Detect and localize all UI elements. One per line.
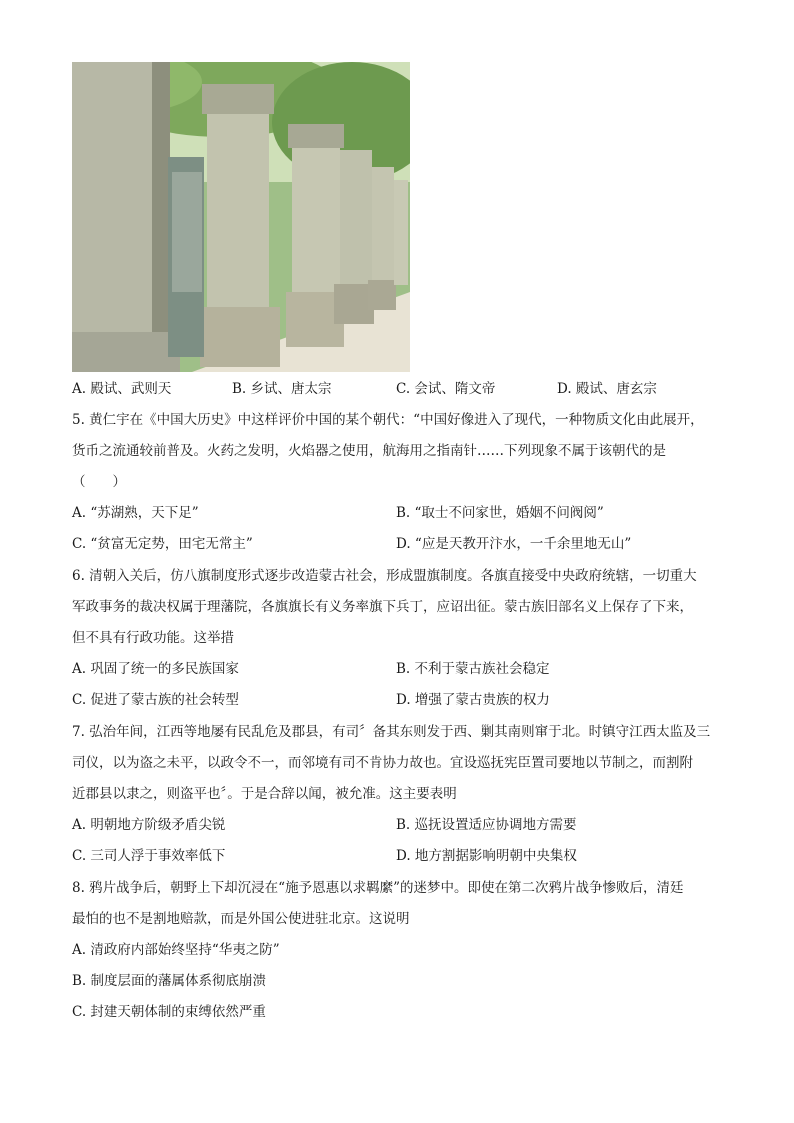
q6-option-c[interactable]: C. 促进了蒙古族的社会转型 bbox=[72, 692, 239, 708]
q8-option-c[interactable]: C. 封建天朝体制的束缚依然严重 bbox=[72, 1004, 266, 1020]
q7-stem-line3: 近郡县以隶之，则盗平也〞。于是合辞以闻，被允准。这主要表明 bbox=[72, 786, 457, 802]
q4-option-c[interactable]: C. 会试、隋文帝 bbox=[396, 381, 496, 397]
q8-stem-line1: 8. 鸦片战争后，朝野上下却沉浸在“施予恩惠以求羁縻”的迷梦中。即使在第二次鸦片战争惨败后，清廷 bbox=[72, 880, 684, 896]
q6-stem-line3: 但不具有行政功能。这举措 bbox=[72, 630, 234, 646]
q7-option-a[interactable]: A. 明朝地方阶级矛盾尖锐 bbox=[72, 817, 226, 833]
q5-option-a[interactable]: A. “苏湖熟，天下足” bbox=[72, 505, 199, 521]
q5-stem-line2: 货币之流通较前普及。火药之发明，火焰器之使用，航海用之指南针……下列现象不属于该朝代的是 bbox=[72, 443, 666, 459]
q7-option-d[interactable]: D. 地方割据影响明朝中央集权 bbox=[396, 848, 577, 864]
q4-option-a[interactable]: A. 殿试、武则天 bbox=[72, 381, 172, 397]
q7-stem-line2: 司仪，以为盗之未平，以政令不一，而邻境有司不肯协力故也。宜设巡抚宪臣置司要地以节制之，而割附 bbox=[72, 755, 693, 771]
q7-option-b[interactable]: B. 巡抚设置适应协调地方需要 bbox=[396, 817, 577, 833]
q4-option-d[interactable]: D. 殿试、唐玄宗 bbox=[557, 381, 657, 397]
q4-option-b[interactable]: B. 乡试、唐太宗 bbox=[232, 381, 332, 397]
stele-photo bbox=[72, 62, 410, 372]
q6-option-a[interactable]: A. 巩固了统一的多民族国家 bbox=[72, 661, 239, 677]
q5-option-d[interactable]: D. “应是天教开汴水，一千余里地无山” bbox=[396, 536, 632, 552]
q7-stem-line1: 7. 弘治年间，江西等地屡有民乱危及郡县，有司〞备其东则发于西、剿其南则窜于北。时镇守江西太监及三 bbox=[72, 724, 711, 740]
q8-option-a[interactable]: A. 清政府内部始终坚持“华夷之防” bbox=[72, 942, 280, 958]
q8-stem-line2: 最怕的也不是割地赔款，而是外国公使进驻北京。这说明 bbox=[72, 911, 410, 927]
q5-option-c[interactable]: C. “贫富无定势，田宅无常主” bbox=[72, 536, 253, 552]
q6-stem-line2: 军政事务的裁决权属于理藩院，各旗旗长有义务率旗下兵丁，应诏出征。蒙古族旧部名义上保存了下来， bbox=[72, 599, 693, 615]
q5-option-b[interactable]: B. “取士不问家世，婚姻不问阀阅” bbox=[396, 505, 604, 521]
q6-option-b[interactable]: B. 不利于蒙古族社会稳定 bbox=[396, 661, 550, 677]
q7-option-c[interactable]: C. 三司人浮于事效率低下 bbox=[72, 848, 226, 864]
q5-stem-line3: （ ） bbox=[72, 474, 126, 490]
q6-stem-line1: 6. 清朝入关后，仿八旗制度形式逐步改造蒙古社会，形成盟旗制度。各旗直接受中央政府统辖，一切重大 bbox=[72, 568, 697, 584]
q8-option-b[interactable]: B. 制度层面的藩属体系彻底崩溃 bbox=[72, 973, 267, 989]
q6-option-d[interactable]: D. 增强了蒙古贵族的权力 bbox=[396, 692, 550, 708]
q5-stem-line1: 5. 黄仁宇在《中国大历史》中这样评价中国的某个朝代：“中国好像进入了现代，一种物质文化由此展开， bbox=[72, 412, 704, 428]
